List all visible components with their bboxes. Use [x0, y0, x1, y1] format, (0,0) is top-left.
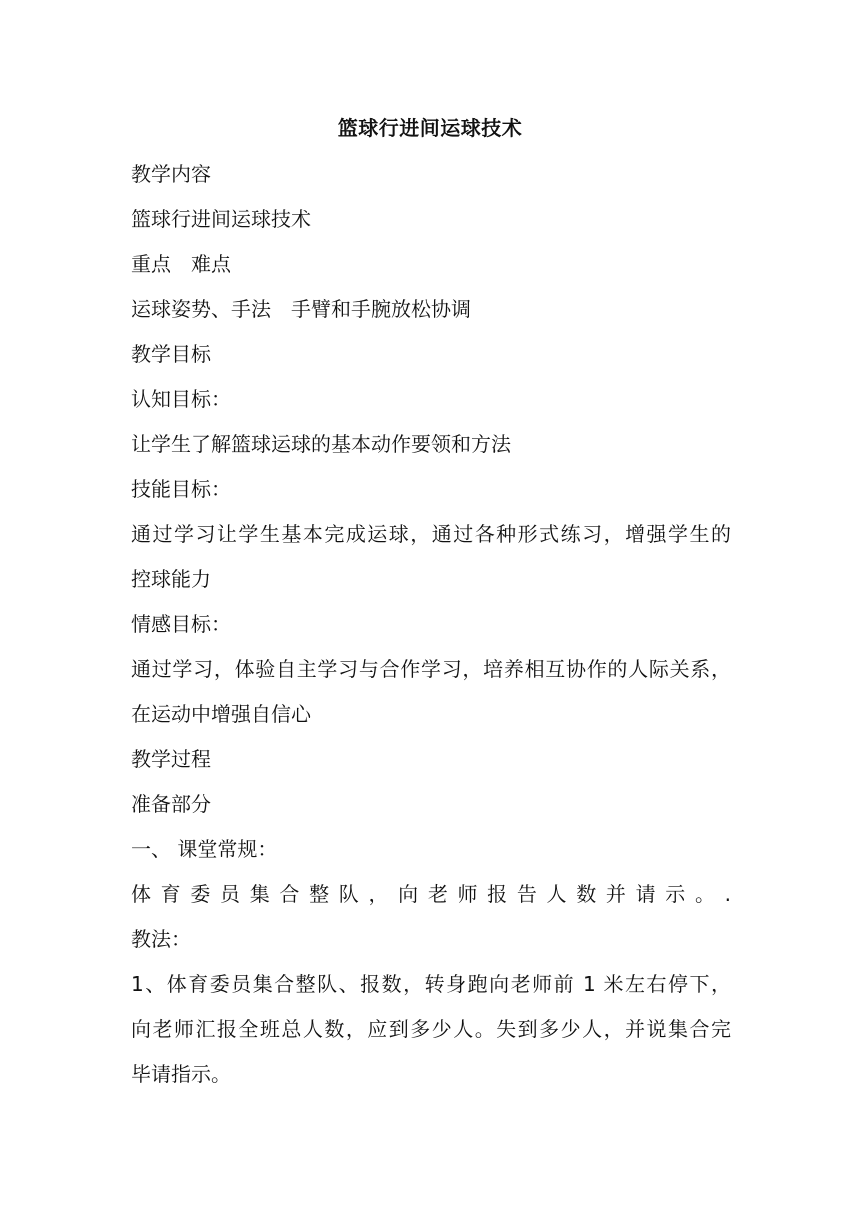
paragraph-line: 体 育 委 员 集 合 整 队 ， 向 老 师 报 告 人 数 并 请 示 。 . — [131, 882, 731, 906]
paragraph-line: 运球姿势、手法 手臂和手腕放松协调 — [131, 297, 471, 321]
list-item-class-routine: 一、 课堂常规： — [131, 837, 278, 861]
heading-teaching-content: 教学内容 — [131, 162, 211, 186]
heading-emotional-goal: 情感目标： — [131, 612, 231, 636]
heading-teaching-goals: 教学目标 — [131, 342, 211, 366]
heading-key-points: 重点 难点 — [131, 252, 231, 276]
paragraph-line: 通过学习让学生基本完成运球，通过各种形式练习，增强学生的 — [131, 522, 731, 546]
heading-teaching-process: 教学过程 — [131, 747, 211, 771]
paragraph-line: 控球能力 — [131, 567, 211, 591]
heading-preparation-part: 准备部分 — [131, 792, 211, 816]
paragraph-line: 1、体育委员集合整队、报数，转身跑向老师前 1 米左右停下， — [131, 972, 731, 996]
document-title: 篮球行进间运球技术 — [337, 116, 523, 140]
paragraph-line: 篮球行进间运球技术 — [131, 207, 311, 231]
heading-teaching-method: 教法： — [131, 927, 191, 951]
heading-cognitive-goal: 认知目标： — [131, 387, 231, 411]
document-body — [131, 152, 731, 1097]
paragraph-line: 在运动中增强自信心 — [131, 702, 311, 726]
paragraph-line: 通过学习，体验自主学习与合作学习，培养相互协作的人际关系， — [131, 657, 731, 681]
paragraph-line: 毕请指示。 — [131, 1062, 231, 1086]
paragraph-line: 让学生了解篮球运球的基本动作要领和方法 — [131, 432, 511, 456]
heading-skill-goal: 技能目标： — [131, 477, 231, 501]
paragraph-line: 向老师汇报全班总人数，应到多少人。失到多少人，并说集合完 — [131, 1017, 731, 1041]
